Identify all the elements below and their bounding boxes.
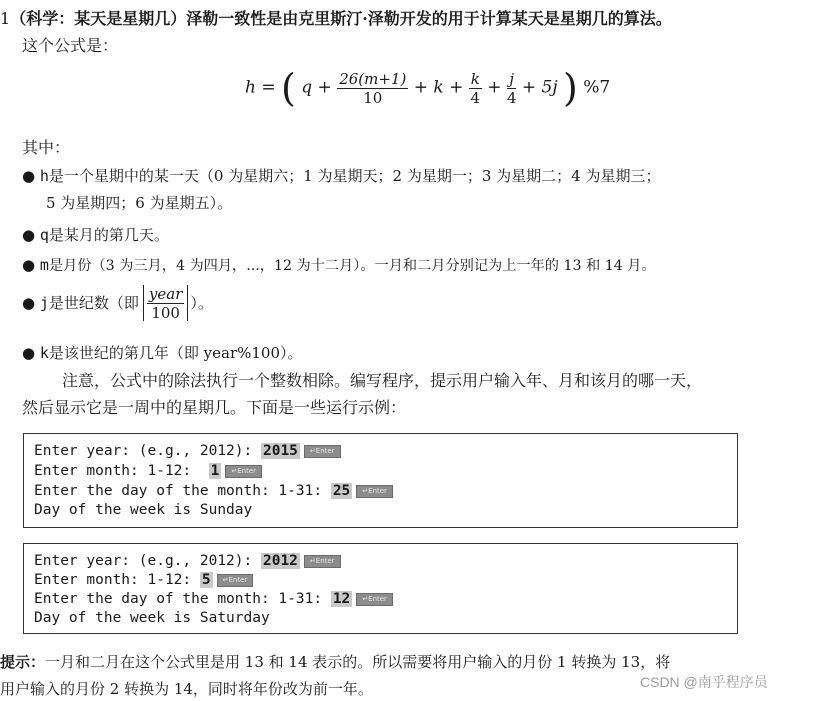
bullet-h — [22, 166, 660, 186]
bullet-text: 是世纪数（即 — [48, 294, 139, 312]
fraction-year — [147, 285, 184, 322]
enter-key-icon: ↵Enter — [304, 555, 341, 568]
bullet-k — [22, 343, 303, 363]
enter-key-icon: ↵Enter — [217, 574, 254, 587]
bullet-text: 是某月的第几天。 — [48, 226, 169, 244]
frac-year-den: 100 — [151, 303, 180, 322]
left-paren: ( — [281, 66, 296, 110]
bullet-m — [22, 255, 656, 276]
plus-1: + — [317, 77, 332, 98]
frac3-num: j — [507, 70, 517, 89]
bullet-var: h — [39, 167, 49, 185]
frac2-num: k — [470, 69, 480, 88]
right-paren: ) — [563, 66, 578, 110]
bullet-var: m — [39, 256, 49, 274]
plus-2: + — [413, 77, 428, 98]
fraction-j — [507, 70, 517, 107]
formula-q: q — [301, 77, 313, 98]
run1-output: Day of the week is Sunday — [34, 502, 253, 518]
run1-line1 — [34, 442, 341, 461]
frac3-den: 4 — [506, 88, 517, 107]
formula-k: k — [433, 77, 444, 98]
formula-eq: = — [261, 77, 276, 98]
hint-text: 一月和二月在这个公式里是用 13 和 14 表示的。所以需要将用户输入的月份 1 转换为 13，将 — [45, 653, 671, 671]
user-input: 1 — [210, 463, 220, 479]
run2-output: Day of the week is Saturday — [34, 610, 270, 626]
prompt-text: Enter month: 1-12: — [34, 463, 200, 479]
bullet-dot-icon: ● — [22, 256, 36, 274]
fraction-month — [337, 70, 408, 107]
frac-year-num: year — [148, 284, 183, 303]
frac2-den: 4 — [470, 88, 481, 107]
run2-line2 — [34, 571, 253, 590]
enter-key-icon: ↵Enter — [304, 445, 341, 458]
formula-5j: 5j — [541, 77, 558, 98]
bullet-dot-icon: ● — [22, 226, 36, 244]
enter-key-icon: ↵Enter — [356, 593, 393, 606]
bullet-var: j — [39, 294, 49, 312]
run1-line3 — [34, 482, 393, 501]
bullet-text: 是该世纪的第几年（即 year%100）。 — [48, 344, 303, 362]
run2-line1 — [34, 552, 341, 571]
bullet-h-cont: 5 为星期四；6 为星期五）。 — [46, 194, 233, 212]
user-input: 12 — [332, 591, 351, 607]
fraction-k — [469, 70, 482, 107]
bullet-text: 是一个星期中的某一天（0 为星期六；1 为星期天；2 为星期一；3 为星期二；4 为星期三； — [48, 167, 661, 185]
formula-mod: %7 — [583, 77, 611, 98]
sample-run-2 — [23, 543, 738, 634]
problem-title: （科学：某天是星期几）泽勒一致性是由克里斯汀·泽勒开发的用于计算某天是星期几的算法。 — [10, 9, 672, 28]
bullet-dot-icon: ● — [22, 344, 36, 362]
user-input: 5 — [201, 572, 211, 588]
user-input: 2015 — [262, 443, 298, 459]
prompt-text: Enter the day of the month: 1-31: — [34, 483, 331, 499]
plus-4: + — [487, 77, 502, 98]
note-line-1: 注意，公式中的除法执行一个整数相除。编写程序，提示用户输入年、月和该月的哪一天， — [62, 371, 703, 390]
csdn-watermark: CSDN @南乎程序员 — [640, 674, 768, 690]
problem-number: 1 — [0, 9, 11, 28]
user-input: 2012 — [262, 553, 298, 569]
bullet-var: q — [39, 226, 49, 244]
formula-h: h — [245, 77, 256, 98]
bullet-dot-icon: ● — [22, 294, 36, 312]
floor-left-bar — [143, 285, 144, 321]
bullet-text: 是月份（3 为三月，4 为四月，...，12 为十二月）。一月和二月分别记为上一年的 13 和 14 月。 — [48, 258, 656, 274]
run1-line2 — [34, 462, 262, 481]
problem-heading — [0, 9, 672, 29]
where-label: 其中： — [22, 138, 71, 157]
bullet-after: ）。 — [190, 294, 213, 312]
bullet-var: k — [39, 344, 49, 362]
bullet-j — [22, 282, 213, 324]
prompt-text: Enter month: 1-12: — [34, 572, 200, 588]
hint-line-1 — [0, 652, 670, 672]
frac1-num: 26(m+1) — [339, 69, 407, 88]
zeller-formula — [245, 66, 610, 110]
note-line-2: 然后显示它是一周中的星期几。下面是一些运行示例： — [22, 398, 407, 417]
plus-3: + — [449, 77, 464, 98]
hint-line-2: 用户输入的月份 2 转换为 14，同时将年份改为前一年。 — [0, 680, 373, 698]
formula-intro: 这个公式是： — [22, 36, 119, 55]
bullet-q — [22, 225, 169, 245]
prompt-text: Enter the day of the month: 1-31: — [34, 591, 331, 607]
bullet-dot-icon: ● — [22, 167, 36, 185]
floor-right-bar — [187, 285, 188, 321]
enter-key-icon: ↵Enter — [356, 485, 393, 498]
frac1-den: 10 — [363, 88, 383, 107]
sample-run-1 — [23, 433, 738, 528]
enter-key-icon: ↵Enter — [225, 465, 262, 478]
run2-line3 — [34, 590, 393, 609]
hint-label: 提示： — [0, 653, 46, 671]
prompt-text: Enter year: (e.g., 2012): — [34, 553, 261, 569]
user-input: 25 — [332, 483, 351, 499]
prompt-text: Enter year: (e.g., 2012): — [34, 443, 261, 459]
plus-5: + — [521, 77, 537, 98]
